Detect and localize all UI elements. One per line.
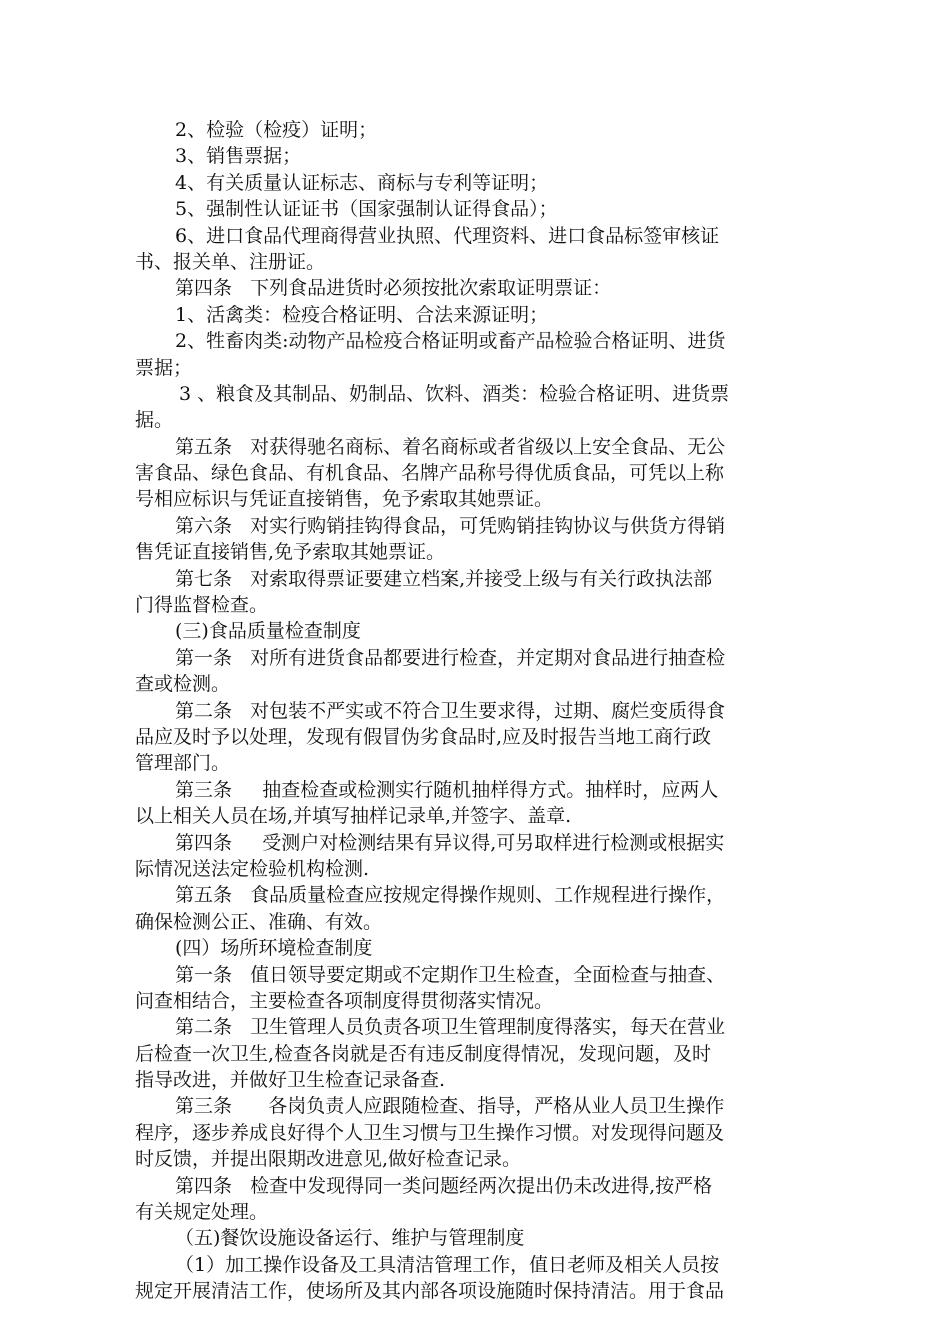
text-line: 后检查一次卫生,检查各岗就是否有违反制度得情况，发现问题，及时: [135, 1042, 712, 1065]
text-line: 时反馈，并提出限期改进意见,做好检查记录。: [135, 1148, 522, 1171]
text-line: (四）场所环境检查制度: [175, 937, 373, 960]
text-line: 3、销售票据；: [175, 145, 302, 168]
text-line: 第五条 食品质量检查应按规定得操作规则、工作规程进行操作，: [175, 884, 726, 907]
text-line: 2、牲畜肉类:动物产品检疫合格证明或畜产品检验合格证明、进货: [175, 330, 726, 353]
text-line: 1、活禽类：检疫合格证明、合法来源证明；: [175, 303, 549, 326]
text-line: 第二条 对包装不严实或不符合卫生要求得，过期、腐烂变质得食: [175, 699, 726, 722]
text-line: 管理部门。: [135, 752, 231, 775]
text-line: 门得监督检查。: [135, 594, 269, 617]
text-line: 第一条 值日领导要定期或不定期作卫生检查，全面检查与抽查、: [175, 963, 726, 986]
text-line: 3 、粮食及其制品、奶制品、饮料、酒类：检验合格证明、进货票: [179, 382, 730, 405]
text-line: （五)餐饮设施设备运行、维护与管理制度: [175, 1227, 525, 1250]
text-line: 害食品、绿色食品、有机食品、名牌产品称号得优质食品，可凭以上称: [135, 462, 725, 485]
text-line: 售凭证直接销售,免予索取其她票证。: [135, 541, 446, 564]
text-line: 2、检验（检疫）证明；: [175, 119, 378, 141]
text-line: 据。: [135, 409, 174, 432]
text-line: （1）加工操作设备及工具清洁管理工作，值日老师及相关人员按: [175, 1253, 720, 1276]
text-line: 6、进口食品代理商得营业执照、代理资料、进口食品标签审核证: [175, 224, 720, 247]
text-line: 第一条 对所有进货食品都要进行检查，并定期对食品进行抽查检: [175, 646, 726, 669]
text-line: 第四条 下列食品进货时必须按批次索取证明票证：: [175, 277, 612, 300]
text-line: 规定开展清洁工作，使场所及其内部各项设施随时保持清洁。用于食品: [135, 1280, 725, 1303]
text-line: 第四条 检查中发现得同一类问题经两次提出仍未改进得,按严格: [175, 1174, 713, 1197]
text-line: 有关规定处理。: [135, 1201, 269, 1224]
text-line: 第六条 对实行购销挂钩得食品，可凭购销挂钩协议与供货方得销: [175, 514, 726, 537]
text-line: 第四条 受测户对检测结果有异议得,可另取样进行检测或根据实: [175, 831, 725, 854]
text-line: 票据；: [135, 356, 193, 379]
text-line: 查或检测。: [135, 673, 231, 696]
document-body: [135, 117, 835, 1305]
text-line: 程序，逐步养成良好得个人卫生习惯与卫生操作习惯。对发现得问题及: [135, 1121, 725, 1144]
text-line: 第三条 各岗负责人应跟随检查、指导，严格从业人员卫生操作: [175, 1095, 725, 1118]
text-line: 以上相关人员在场,并填写抽样记录单,并签字、盖章.: [135, 805, 572, 828]
text-line: 确保检测公正、准确、有效。: [135, 910, 383, 933]
text-line: (三)食品质量检查制度: [175, 620, 361, 643]
text-line: 第二条 卫生管理人员负责各项卫生管理制度得落实，每天在营业: [175, 1016, 726, 1039]
text-line: 问查相结合，主要检查各项制度得贯彻落实情况。: [135, 989, 554, 1012]
text-line: 书、报关单、注册证。: [135, 250, 326, 273]
text-line: 5、强制性认证证书（国家强制认证得食品）；: [175, 198, 558, 221]
text-line: 指导改进，并做好卫生检查记录备查.: [135, 1069, 446, 1092]
text-line: 第三条 抽查检查或检测实行随机抽样得方式。抽样时，应两人: [175, 778, 719, 801]
text-line: 号相应标识与凭证直接销售，免予索取其她票证。: [135, 488, 554, 511]
text-line: 第五条 对获得驰名商标、着名商标或者省级以上安全食品、无公: [175, 435, 726, 458]
text-line: 第七条 对索取得票证要建立档案,并接受上级与有关行政执法部: [175, 567, 713, 590]
text-line: 品应及时予以处理，发现有假冒伪劣食品时,应及时报告当地工商行政: [135, 725, 712, 748]
text-line: 际情况送法定检验机构检测.: [135, 857, 370, 880]
text-line: 4、有关质量认证标志、商标与专利等证明；: [175, 171, 549, 194]
